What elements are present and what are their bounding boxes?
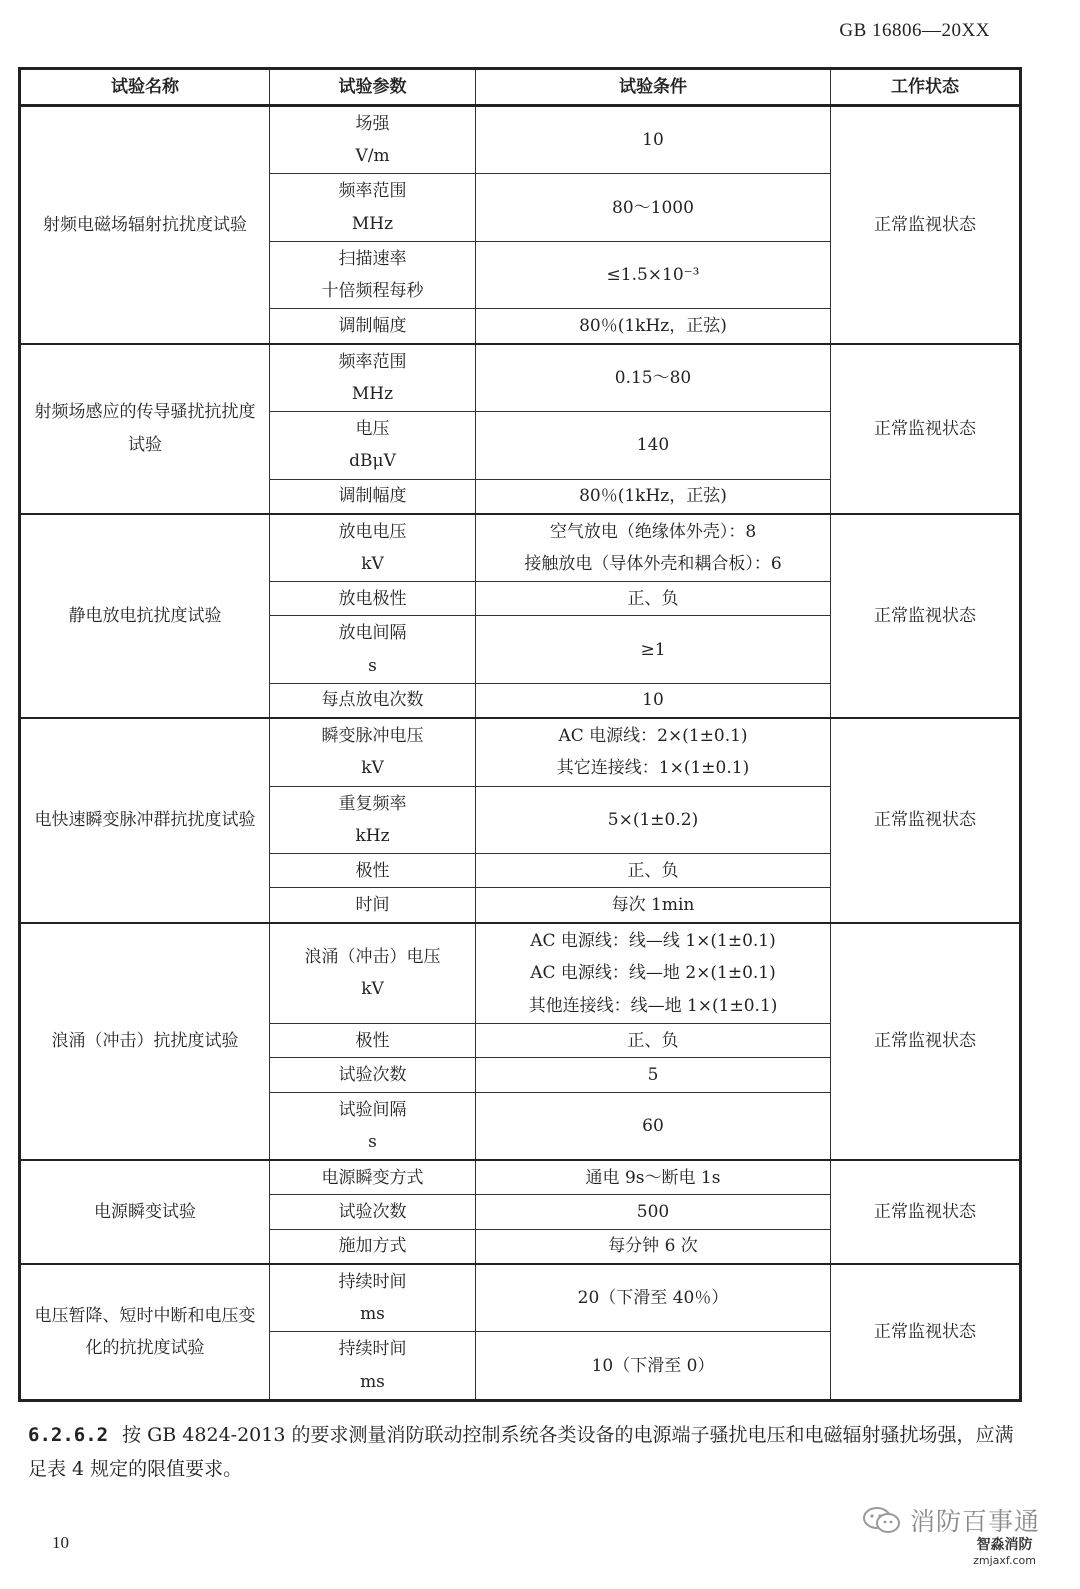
- work-state-cell: 正常监视状态: [831, 344, 1021, 514]
- param-line: 电压: [355, 419, 390, 439]
- test-param-cell: [270, 344, 476, 412]
- table-row: [20, 1264, 1021, 1332]
- param-line: 调制幅度: [338, 315, 407, 336]
- test-param-cell: [270, 718, 476, 786]
- test-param-cell: [270, 786, 476, 853]
- test-param-cell: [270, 514, 476, 582]
- test-cond-cell: [476, 683, 831, 718]
- document-code: GB 16806—20XX: [839, 20, 990, 41]
- param-line: 持续时间: [338, 1271, 407, 1292]
- test-param-cell: [270, 241, 476, 308]
- param-line: ms: [360, 1371, 385, 1392]
- param-line: 频率范围: [338, 351, 407, 372]
- param-line: 调制幅度: [338, 486, 407, 506]
- test-name-cell: 射频场感应的传导骚扰抗扰度试验: [20, 344, 270, 514]
- test-cond-cell: [476, 923, 831, 1024]
- cond-line: 其它连接线：1×(1±0.1): [556, 758, 750, 779]
- cond-line: ≤1.5×10⁻³: [606, 265, 700, 285]
- test-name-cell: 射频电磁场辐射抗扰度试验: [20, 106, 270, 344]
- param-line: 瞬变脉冲电压: [321, 726, 424, 747]
- param-line: 试验次数: [338, 1201, 407, 1222]
- cond-line: 正、负: [627, 588, 679, 609]
- param-line: s: [368, 1131, 377, 1152]
- test-cond-cell: [476, 1332, 831, 1401]
- table-row: [20, 514, 1021, 582]
- test-cond-cell: [476, 786, 831, 853]
- test-param-cell: [270, 1058, 476, 1092]
- param-line: kV: [361, 979, 384, 1000]
- logo-line-2: zmjaxf.com: [973, 1554, 1036, 1567]
- test-param-cell: [270, 106, 476, 174]
- param-line: 每点放电次数: [321, 690, 424, 711]
- test-param-cell: [270, 1092, 476, 1160]
- cond-line: 正、负: [627, 1030, 679, 1051]
- cond-line: 80％(1kHz，正弦): [579, 315, 727, 336]
- test-cond-cell: [476, 616, 831, 683]
- work-state-cell: 正常监视状态: [831, 718, 1021, 922]
- test-name-cell: 浪涌（冲击）抗扰度试验: [20, 923, 270, 1161]
- watermark: [862, 1502, 1040, 1538]
- work-state-cell: 正常监视状态: [831, 106, 1021, 344]
- test-param-cell: [270, 309, 476, 344]
- page-number: 10: [52, 1533, 69, 1552]
- param-line: kV: [361, 554, 384, 574]
- cond-line: 80～1000: [612, 197, 694, 218]
- cond-line: 正、负: [627, 860, 679, 881]
- test-cond-cell: [476, 479, 831, 514]
- test-cond-cell: [476, 1160, 831, 1195]
- test-cond-cell: [476, 582, 831, 616]
- test-param-cell: [270, 412, 476, 479]
- header-test-name: 试验名称: [20, 69, 270, 106]
- cond-line: 10（下滑至 0）: [591, 1355, 715, 1376]
- cond-line: 通电 9s～断电 1s: [585, 1167, 721, 1188]
- param-line: 时间: [355, 894, 390, 915]
- test-param-cell: [270, 616, 476, 683]
- test-cond-cell: [476, 1264, 831, 1332]
- param-line: 重复频率: [338, 793, 407, 814]
- cond-line: 接触放电（导体外壳和耦合板）：6: [524, 554, 782, 574]
- test-cond-cell: [476, 344, 831, 412]
- param-line: 极性: [355, 1030, 390, 1051]
- param-line: ms: [360, 1304, 385, 1325]
- cond-line: ≥1: [640, 639, 666, 660]
- clause-text: 按 GB 4824-2013 的要求测量消防联动控制系统各类设备的电源端子骚扰电压和电磁辐射骚扰场强，应满足表 4 规定的限值要求。: [28, 1424, 1014, 1480]
- test-param-cell: [270, 582, 476, 616]
- cond-line: AC 电源线：线—地 2×(1±0.1): [530, 963, 776, 984]
- work-state-cell: 正常监视状态: [831, 514, 1021, 718]
- work-state-cell: 正常监视状态: [831, 923, 1021, 1161]
- test-param-cell: [270, 1160, 476, 1195]
- cond-line: AC 电源线：线—线 1×(1±0.1): [530, 930, 776, 951]
- test-name-cell: 电源瞬变试验: [20, 1160, 270, 1264]
- param-line: 放电电压: [338, 521, 407, 542]
- param-line: V/m: [355, 146, 390, 167]
- cond-line: 80％(1kHz，正弦): [579, 486, 727, 506]
- param-line: 扫描速率: [338, 248, 407, 269]
- test-cond-cell: [476, 241, 831, 308]
- site-logo: [973, 1534, 1036, 1567]
- param-line: 十倍频程每秒: [321, 281, 424, 302]
- test-param-cell: [270, 1229, 476, 1264]
- test-param-cell: [270, 1024, 476, 1058]
- param-line: 放电间隔: [338, 623, 407, 644]
- test-param-cell: [270, 1332, 476, 1401]
- cond-line: 5: [647, 1064, 659, 1085]
- test-param-cell: [270, 854, 476, 888]
- table-row: [20, 344, 1021, 412]
- test-param-cell: [270, 1264, 476, 1332]
- param-line: kHz: [355, 825, 390, 846]
- test-cond-cell: [476, 1092, 831, 1160]
- header-test-param: 试验参数: [270, 69, 476, 106]
- header-work-state: 工作状态: [831, 69, 1021, 106]
- param-line: 浪涌（冲击）电压: [304, 947, 441, 968]
- cond-line: 空气放电（绝缘体外壳）：8: [549, 521, 757, 542]
- test-cond-cell: [476, 1195, 831, 1229]
- test-cond-cell: [476, 1229, 831, 1264]
- test-table: [18, 67, 1022, 1402]
- test-cond-cell: [476, 309, 831, 344]
- param-line: kV: [361, 758, 384, 779]
- cond-line: 10: [642, 130, 664, 151]
- work-state-cell: 正常监视状态: [831, 1160, 1021, 1264]
- clause-number: 6.2.6.2: [28, 1424, 109, 1446]
- cond-line: 5×(1±0.2): [607, 809, 699, 830]
- watermark-text: 消防百事通: [909, 1507, 1040, 1536]
- param-line: 试验间隔: [338, 1099, 407, 1120]
- test-cond-cell: [476, 888, 831, 923]
- test-param-cell: [270, 479, 476, 514]
- test-cond-cell: [476, 854, 831, 888]
- param-line: MHz: [351, 383, 394, 404]
- cond-line: AC 电源线：2×(1±0.1): [558, 726, 748, 747]
- param-line: 施加方式: [338, 1236, 407, 1257]
- param-line: 极性: [355, 860, 390, 881]
- table-row: [20, 106, 1021, 174]
- test-param-cell: [270, 1195, 476, 1229]
- test-cond-cell: [476, 106, 831, 174]
- clause-paragraph: [28, 1418, 1018, 1486]
- test-name-cell: 电快速瞬变脉冲群抗扰度试验: [20, 718, 270, 922]
- table-header-row: [20, 69, 1021, 106]
- header-test-cond: 试验条件: [476, 69, 831, 106]
- test-name-cell: 静电放电抗扰度试验: [20, 514, 270, 718]
- table-body: [20, 106, 1021, 1401]
- param-line: 试验次数: [338, 1064, 407, 1085]
- cond-line: 20（下滑至 40％）: [577, 1287, 729, 1308]
- cond-line: 500: [636, 1201, 670, 1222]
- table-row: [20, 923, 1021, 1024]
- logo-line-1: 智淼消防: [976, 1537, 1033, 1553]
- param-line: 场强: [355, 113, 390, 134]
- cond-line: 其他连接线：线—地 1×(1±0.1): [528, 995, 778, 1016]
- test-param-cell: [270, 683, 476, 718]
- cond-line: 每分钟 6 次: [608, 1236, 698, 1257]
- test-param-cell: [270, 923, 476, 1024]
- param-line: 电源瞬变方式: [321, 1167, 424, 1188]
- table-row: [20, 1160, 1021, 1195]
- test-param-cell: [270, 888, 476, 923]
- param-line: 持续时间: [338, 1339, 407, 1360]
- param-line: dBμV: [349, 451, 396, 472]
- work-state-cell: 正常监视状态: [831, 1264, 1021, 1401]
- table-row: [20, 718, 1021, 786]
- test-cond-cell: [476, 718, 831, 786]
- test-param-cell: [270, 174, 476, 241]
- wechat-icon: [862, 1505, 902, 1535]
- cond-line: 60: [642, 1115, 664, 1136]
- test-cond-cell: [476, 412, 831, 479]
- test-cond-cell: [476, 514, 831, 582]
- cond-line: 0.15～80: [614, 367, 692, 388]
- test-cond-cell: [476, 1024, 831, 1058]
- test-name-cell: 电压暂降、短时中断和电压变化的抗扰度试验: [20, 1264, 270, 1401]
- param-line: 放电极性: [338, 588, 407, 609]
- cond-line: 10: [642, 690, 664, 711]
- cond-line: 每次 1min: [611, 894, 695, 915]
- param-line: 频率范围: [338, 181, 407, 202]
- param-line: s: [368, 655, 377, 676]
- test-cond-cell: [476, 1058, 831, 1092]
- test-cond-cell: [476, 174, 831, 241]
- param-line: MHz: [351, 213, 394, 234]
- cond-line: 140: [636, 435, 670, 456]
